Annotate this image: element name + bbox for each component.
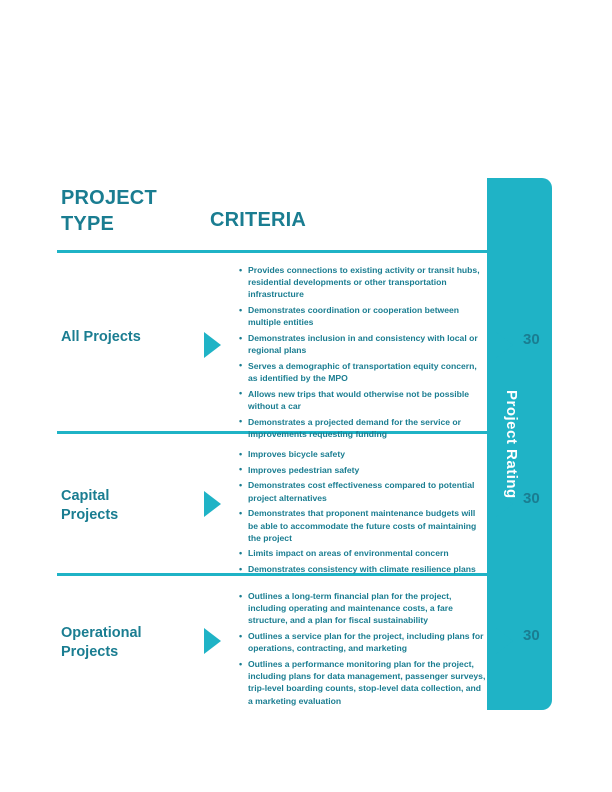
chevron-right-icon <box>494 330 516 360</box>
list-item: • Serves a demographic of transportation equity concern, as identified by the MPO <box>239 360 487 384</box>
chevron-right-icon <box>202 489 224 519</box>
row-project-type <box>61 487 186 525</box>
header-criteria: CRITERIA <box>210 209 307 231</box>
list-item: • Outlines a performance monitoring plan for the project, including plans for data management, passenger surveys, trip-level boarding counts, stop-level data collection, and a marketing evaluation <box>239 658 487 707</box>
list-item: • Demonstrates a projected demand for the service or improvements requesting funding <box>239 416 487 440</box>
table-row <box>57 576 487 710</box>
header-project-type-line1: PROJECT <box>61 187 157 209</box>
row-project-type-line2: Projects <box>61 643 119 660</box>
row-criteria-list <box>239 264 487 444</box>
project-rating-matrix <box>57 178 552 710</box>
row-project-type-line1: Capital <box>61 488 110 504</box>
header-project-type-line2: TYPE <box>61 212 115 235</box>
list-item: • Demonstrates coordination or cooperation between multiple entities <box>239 304 487 328</box>
project-rating-band-label: Project Rating <box>503 389 520 499</box>
list-item: • Demonstrates inclusion in and consistency with local or regional plans <box>239 332 487 356</box>
row-score: 30 <box>523 627 540 644</box>
list-item: • Outlines a long-term financial plan for the project, including operating and maintenance costs, a fare structure, and a plan for fiscal sustainability <box>239 590 487 627</box>
table-row <box>57 250 487 439</box>
list-item: • Allows new trips that would otherwise not be possible without a car <box>239 388 487 412</box>
row-project-type-line2: Projects <box>61 506 119 523</box>
chevron-right-icon <box>202 626 224 656</box>
list-item: • Outlines a service plan for the project, including plans for operations, contracting, and marketing <box>239 630 487 654</box>
row-project-type <box>61 624 186 662</box>
list-item: • Demonstrates consistency with climate resilience plans <box>239 563 487 575</box>
list-item: • Demonstrates that proponent maintenance budgets will be able to accommodate the future costs of maintaining the project <box>239 507 487 544</box>
list-item: • Improves pedestrian safety <box>239 464 487 476</box>
chevron-right-icon <box>494 489 516 519</box>
header-project-type <box>61 186 201 237</box>
row-criteria-list <box>239 448 487 579</box>
table-row <box>57 434 487 576</box>
chevron-right-icon <box>202 330 224 360</box>
list-item: • Limits impact on areas of environmental concern <box>239 547 487 559</box>
row-score: 30 <box>523 331 540 348</box>
row-score: 30 <box>523 490 540 507</box>
list-item: • Provides connections to existing activity or transit hubs, residential developments or other transportation infrastructure <box>239 264 487 301</box>
list-item: • Improves bicycle safety <box>239 448 487 460</box>
table-header-row <box>57 178 487 253</box>
row-project-type-line1: Operational <box>61 625 142 641</box>
chevron-right-icon <box>494 626 516 656</box>
row-project-type: All Projects <box>61 329 141 345</box>
row-criteria-list <box>239 590 487 710</box>
list-item: • Demonstrates cost effectiveness compared to potential project alternatives <box>239 479 487 503</box>
